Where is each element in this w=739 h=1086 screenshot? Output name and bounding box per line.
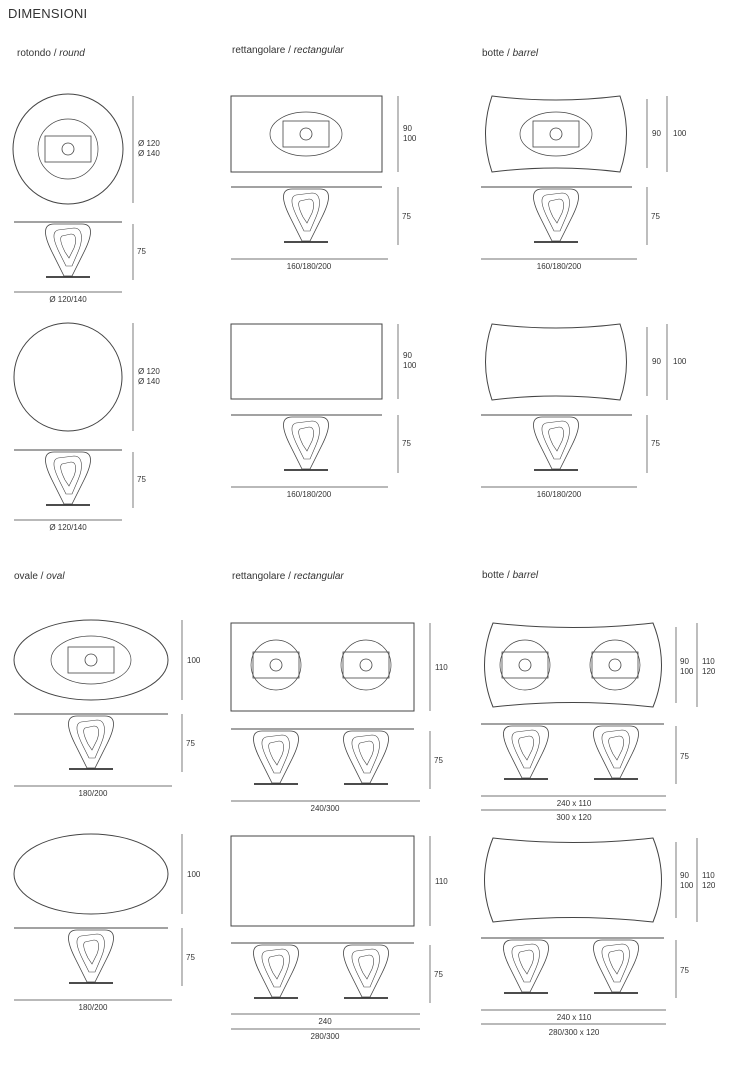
- round-table-side-view-1: [14, 222, 122, 277]
- large-barrel-depth-label-3: 110: [702, 657, 715, 666]
- large-barrel-table-side-view-1: [481, 724, 664, 779]
- large-rect-depth-label: 110: [435, 663, 448, 672]
- page-title: DIMENSIONI: [8, 6, 88, 21]
- large-barrel-depth-label-1: 90: [680, 657, 689, 666]
- barrel-depth-label-2: 100: [673, 357, 687, 366]
- large-barrel-depth-label-2: 100: [680, 667, 694, 676]
- barrel-length-label: 160/180/200: [536, 262, 582, 271]
- large-barrel-length-label-1: 240 x 110: [556, 1013, 592, 1022]
- barrel-depth-label-2: 100: [673, 129, 687, 138]
- oval-table-top-view-1: [14, 620, 168, 700]
- large-rectangular-table-side-view-1: [231, 729, 414, 784]
- oval-length-label: 180/200: [78, 789, 108, 798]
- height-label: 75: [186, 739, 195, 748]
- height-label: 75: [402, 439, 411, 448]
- large-barrel-depth-label-2: 100: [680, 881, 694, 890]
- barrel-depth-label-1: 90: [652, 129, 661, 138]
- barrel-table-side-view-1: [481, 187, 632, 242]
- barrel-table-top-view-2: [486, 324, 627, 400]
- barrel-table-top-view-1: [486, 96, 627, 172]
- round-diameter-label-2: Ø 140: [138, 149, 160, 158]
- height-label: 75: [434, 970, 443, 979]
- large-barrel-table-top-view-1: [485, 623, 662, 707]
- large-barrel-table-top-view-2: [485, 838, 662, 922]
- large-barrel-depth-label-3: 110: [702, 871, 715, 880]
- label-rectangular-top: rettangolare / rectangular: [232, 45, 344, 56]
- round-diameter-label-2: Ø 140: [138, 377, 160, 386]
- large-rect-length-label-1: 240: [318, 1017, 332, 1026]
- round-table-side-view-2: [14, 450, 122, 505]
- barrel-depth-label-1: 90: [652, 357, 661, 366]
- rect-depth-label-2: 100: [403, 134, 417, 143]
- large-barrel-depth-label-4: 120: [702, 667, 716, 676]
- label-barrel-top: botte / barrel: [482, 48, 539, 59]
- large-rect-depth-label: 110: [435, 877, 448, 886]
- round-diameter-label-1: Ø 120: [138, 367, 160, 376]
- large-barrel-length-label-3: 280/300 x 120: [548, 1028, 600, 1037]
- rectangular-table-top-view-2: [231, 324, 382, 399]
- height-label: 75: [137, 475, 146, 484]
- barrel-length-label: 160/180/200: [536, 490, 582, 499]
- barrel-table-side-view-2: [481, 415, 632, 470]
- oval-table-side-view-2: [14, 928, 168, 983]
- oval-depth-label: 100: [187, 656, 201, 665]
- rectangular-table-side-view-1: [231, 187, 382, 242]
- label-barrel-bottom: botte / barrel: [482, 570, 539, 581]
- rect-depth-label-2: 100: [403, 361, 417, 370]
- large-rect-length-label: 240/300: [310, 804, 340, 813]
- large-barrel-depth-label-4: 120: [702, 881, 716, 890]
- oval-length-label: 180/200: [78, 1003, 108, 1012]
- round-width-label: Ø 120/140: [49, 295, 87, 304]
- height-label: 75: [680, 752, 689, 761]
- round-table-top-view-1: [13, 94, 123, 204]
- label-oval: ovale / oval: [14, 571, 65, 582]
- large-barrel-length-label-2: 300 x 120: [556, 813, 592, 822]
- large-rect-length-label-2: 280/300: [310, 1032, 340, 1041]
- rect-length-label: 160/180/200: [286, 490, 332, 499]
- large-barrel-depth-label-1: 90: [680, 871, 689, 880]
- large-barrel-length-label-1: 240 x 110: [556, 799, 592, 808]
- large-rectangular-table-top-view-2: [231, 836, 414, 926]
- rect-length-label: 160/180/200: [286, 262, 332, 271]
- oval-depth-label: 100: [187, 870, 201, 879]
- height-label: 75: [402, 212, 411, 221]
- round-width-label: Ø 120/140: [49, 523, 87, 532]
- rectangular-table-top-view-1: [231, 96, 382, 172]
- rect-depth-label-1: 90: [403, 124, 412, 133]
- height-label: 75: [137, 247, 146, 256]
- large-barrel-table-side-view-2: [481, 938, 664, 993]
- label-round: rotondo / round: [17, 48, 85, 59]
- round-table-top-view-2: [14, 323, 122, 431]
- large-rectangular-table-side-view-2: [231, 943, 414, 998]
- rect-depth-label-1: 90: [403, 351, 412, 360]
- rectangular-table-side-view-2: [231, 415, 382, 470]
- oval-table-top-view-2: [14, 834, 168, 914]
- height-label: 75: [186, 953, 195, 962]
- large-rectangular-table-top-view-1: [231, 623, 414, 711]
- label-rectangular-bottom: rettangolare / rectangular: [232, 571, 344, 582]
- height-label: 75: [651, 212, 660, 221]
- oval-table-side-view-1: [14, 714, 168, 769]
- height-label: 75: [651, 439, 660, 448]
- height-label: 75: [434, 756, 443, 765]
- round-diameter-label-1: Ø 120: [138, 139, 160, 148]
- height-label: 75: [680, 966, 689, 975]
